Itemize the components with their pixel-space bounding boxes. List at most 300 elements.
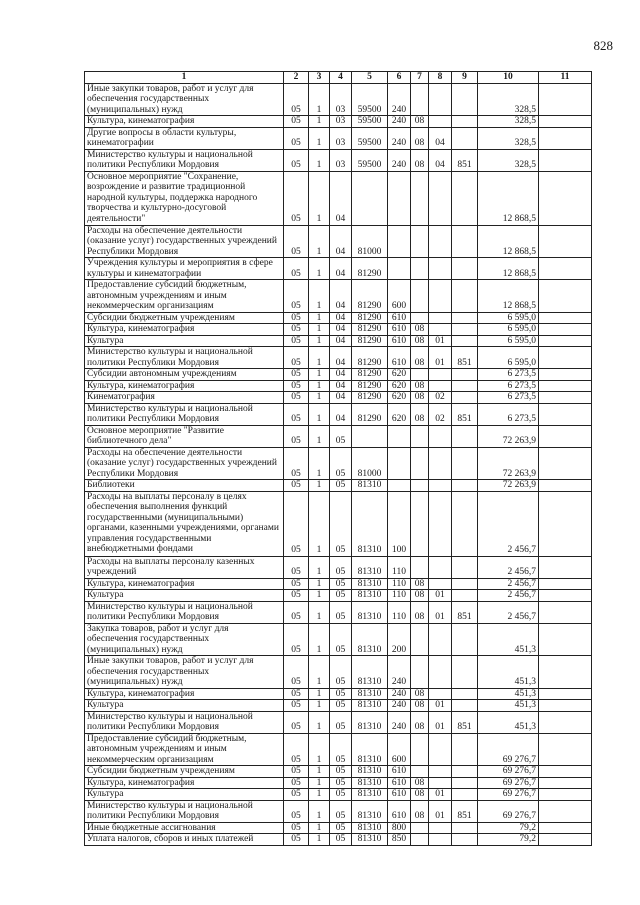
code-grbs-cell bbox=[452, 369, 478, 381]
code-rz-cell bbox=[411, 83, 429, 116]
code-gp-cell: 05 bbox=[284, 335, 309, 347]
row-name-cell: Предоставление субсидий бюджетным, автономным учреждениям и иным некоммерческим организациям bbox=[85, 733, 284, 766]
code-grbs-cell: 851 bbox=[452, 601, 478, 623]
code-rz-cell bbox=[411, 656, 429, 689]
code-rz-cell bbox=[411, 369, 429, 381]
code-dir-cell: 81310 bbox=[352, 578, 388, 590]
code-om-cell: 04 bbox=[330, 380, 352, 392]
code-grbs-cell bbox=[452, 822, 478, 834]
amount-cell: 72 263,9 bbox=[478, 480, 539, 492]
row-name-cell: Культура, кинематография bbox=[85, 578, 284, 590]
code-grbs-cell bbox=[452, 623, 478, 656]
code-rz-cell: 08 bbox=[411, 392, 429, 404]
amount-cell: 6 595,0 bbox=[478, 347, 539, 369]
code-vr-cell: 240 bbox=[388, 711, 411, 733]
row-name-cell: Культура bbox=[85, 789, 284, 801]
table-row bbox=[85, 556, 592, 578]
code-grbs-cell bbox=[452, 556, 478, 578]
code-pr-cell bbox=[429, 766, 452, 778]
code-rz-cell: 08 bbox=[411, 601, 429, 623]
code-pr-cell bbox=[429, 116, 452, 128]
table-row bbox=[85, 601, 592, 623]
code-om-cell: 05 bbox=[330, 556, 352, 578]
code-om-cell: 05 bbox=[330, 800, 352, 822]
code-vr-cell: 610 bbox=[388, 800, 411, 822]
code-gp-cell: 05 bbox=[284, 491, 309, 556]
code-grbs-cell bbox=[452, 127, 478, 149]
code-rz-cell bbox=[411, 225, 429, 258]
code-vr-cell: 620 bbox=[388, 392, 411, 404]
code-gp-cell: 05 bbox=[284, 777, 309, 789]
code-dir-cell: 81310 bbox=[352, 480, 388, 492]
column-header: 5 bbox=[352, 72, 388, 84]
code-gp-cell: 05 bbox=[284, 834, 309, 846]
code-pr-cell: 01 bbox=[429, 601, 452, 623]
code-grbs-cell bbox=[452, 688, 478, 700]
code-pp-cell: 1 bbox=[309, 491, 330, 556]
amount-2-cell bbox=[539, 392, 592, 404]
code-om-cell: 04 bbox=[330, 369, 352, 381]
code-om-cell: 05 bbox=[330, 425, 352, 447]
code-rz-cell: 08 bbox=[411, 324, 429, 336]
row-name-cell: Субсидии бюджетным учреждениям bbox=[85, 312, 284, 324]
code-grbs-cell bbox=[452, 766, 478, 778]
code-gp-cell: 05 bbox=[284, 601, 309, 623]
code-grbs-cell bbox=[452, 425, 478, 447]
code-rz-cell bbox=[411, 556, 429, 578]
table-row bbox=[85, 171, 592, 225]
code-rz-cell: 08 bbox=[411, 700, 429, 712]
amount-2-cell bbox=[539, 335, 592, 347]
row-name-cell: Предоставление субсидий бюджетным, автономным учреждениям и иным некоммерческим организациям bbox=[85, 280, 284, 313]
code-vr-cell: 610 bbox=[388, 335, 411, 347]
code-pp-cell: 1 bbox=[309, 127, 330, 149]
code-pr-cell bbox=[429, 480, 452, 492]
code-vr-cell: 110 bbox=[388, 556, 411, 578]
amount-cell: 328,5 bbox=[478, 116, 539, 128]
table-row bbox=[85, 822, 592, 834]
code-dir-cell: 81310 bbox=[352, 789, 388, 801]
amount-cell: 69 276,7 bbox=[478, 766, 539, 778]
code-dir-cell bbox=[352, 171, 388, 225]
row-name-cell: Культура bbox=[85, 590, 284, 602]
amount-2-cell bbox=[539, 601, 592, 623]
code-pp-cell: 1 bbox=[309, 392, 330, 404]
code-om-cell: 05 bbox=[330, 447, 352, 480]
amount-2-cell bbox=[539, 380, 592, 392]
code-vr-cell: 610 bbox=[388, 789, 411, 801]
code-pr-cell bbox=[429, 777, 452, 789]
code-om-cell: 05 bbox=[330, 480, 352, 492]
code-grbs-cell bbox=[452, 777, 478, 789]
code-pr-cell bbox=[429, 369, 452, 381]
code-pp-cell: 1 bbox=[309, 447, 330, 480]
code-dir-cell: 81290 bbox=[352, 369, 388, 381]
code-dir-cell: 81310 bbox=[352, 766, 388, 778]
code-rz-cell: 08 bbox=[411, 149, 429, 171]
code-om-cell: 03 bbox=[330, 83, 352, 116]
code-rz-cell: 08 bbox=[411, 347, 429, 369]
code-pr-cell: 01 bbox=[429, 347, 452, 369]
table-row bbox=[85, 777, 592, 789]
table-row bbox=[85, 83, 592, 116]
code-rz-cell bbox=[411, 280, 429, 313]
code-pr-cell bbox=[429, 688, 452, 700]
code-vr-cell: 240 bbox=[388, 116, 411, 128]
code-rz-cell bbox=[411, 834, 429, 846]
row-name-cell: Другие вопросы в области культуры, кинематографии bbox=[85, 127, 284, 149]
code-pr-cell bbox=[429, 258, 452, 280]
code-dir-cell: 81310 bbox=[352, 777, 388, 789]
amount-cell: 451,3 bbox=[478, 656, 539, 689]
amount-2-cell bbox=[539, 777, 592, 789]
code-vr-cell: 850 bbox=[388, 834, 411, 846]
amount-2-cell bbox=[539, 258, 592, 280]
code-gp-cell: 05 bbox=[284, 733, 309, 766]
code-grbs-cell: 851 bbox=[452, 347, 478, 369]
code-om-cell: 04 bbox=[330, 324, 352, 336]
code-gp-cell: 05 bbox=[284, 578, 309, 590]
code-pr-cell bbox=[429, 834, 452, 846]
code-pp-cell: 1 bbox=[309, 556, 330, 578]
code-vr-cell: 240 bbox=[388, 83, 411, 116]
code-pp-cell: 1 bbox=[309, 656, 330, 689]
amount-2-cell bbox=[539, 700, 592, 712]
table-row bbox=[85, 116, 592, 128]
amount-2-cell bbox=[539, 369, 592, 381]
code-gp-cell: 05 bbox=[284, 225, 309, 258]
code-om-cell: 03 bbox=[330, 149, 352, 171]
amount-2-cell bbox=[539, 347, 592, 369]
amount-cell: 2 456,7 bbox=[478, 578, 539, 590]
code-dir-cell: 81310 bbox=[352, 623, 388, 656]
amount-cell: 6 273,5 bbox=[478, 369, 539, 381]
amount-2-cell bbox=[539, 491, 592, 556]
column-header: 10 bbox=[478, 72, 539, 84]
amount-cell: 2 456,7 bbox=[478, 601, 539, 623]
code-pp-cell: 1 bbox=[309, 280, 330, 313]
code-dir-cell: 81000 bbox=[352, 447, 388, 480]
code-vr-cell: 620 bbox=[388, 380, 411, 392]
code-rz-cell: 08 bbox=[411, 789, 429, 801]
code-vr-cell: 800 bbox=[388, 822, 411, 834]
table-row bbox=[85, 711, 592, 733]
code-om-cell: 05 bbox=[330, 590, 352, 602]
code-om-cell: 05 bbox=[330, 766, 352, 778]
code-grbs-cell bbox=[452, 116, 478, 128]
code-gp-cell: 05 bbox=[284, 766, 309, 778]
code-vr-cell: 110 bbox=[388, 578, 411, 590]
amount-2-cell bbox=[539, 556, 592, 578]
code-om-cell: 05 bbox=[330, 711, 352, 733]
amount-cell: 79,2 bbox=[478, 834, 539, 846]
code-gp-cell: 05 bbox=[284, 447, 309, 480]
code-gp-cell: 05 bbox=[284, 789, 309, 801]
code-rz-cell bbox=[411, 491, 429, 556]
code-gp-cell: 05 bbox=[284, 324, 309, 336]
amount-cell: 12 868,5 bbox=[478, 171, 539, 225]
code-om-cell: 05 bbox=[330, 834, 352, 846]
code-pr-cell bbox=[429, 447, 452, 480]
table-row bbox=[85, 789, 592, 801]
code-dir-cell: 81310 bbox=[352, 688, 388, 700]
code-dir-cell: 81310 bbox=[352, 556, 388, 578]
amount-cell: 79,2 bbox=[478, 822, 539, 834]
row-name-cell: Министерство культуры и национальной политики Республики Мордовия bbox=[85, 149, 284, 171]
code-pp-cell: 1 bbox=[309, 149, 330, 171]
code-dir-cell: 81290 bbox=[352, 312, 388, 324]
code-dir-cell: 81310 bbox=[352, 733, 388, 766]
code-vr-cell: 200 bbox=[388, 623, 411, 656]
code-grbs-cell bbox=[452, 656, 478, 689]
amount-cell: 6 273,5 bbox=[478, 392, 539, 404]
code-gp-cell: 05 bbox=[284, 369, 309, 381]
table-row bbox=[85, 491, 592, 556]
code-pp-cell: 1 bbox=[309, 312, 330, 324]
code-vr-cell: 610 bbox=[388, 766, 411, 778]
amount-cell: 451,3 bbox=[478, 711, 539, 733]
row-name-cell: Культура, кинематография bbox=[85, 380, 284, 392]
amount-cell: 6 595,0 bbox=[478, 312, 539, 324]
amount-2-cell bbox=[539, 822, 592, 834]
table-row bbox=[85, 324, 592, 336]
row-name-cell: Учреждения культуры и мероприятия в сфере культуры и кинематографии bbox=[85, 258, 284, 280]
code-gp-cell: 05 bbox=[284, 700, 309, 712]
table-row bbox=[85, 425, 592, 447]
table-body bbox=[85, 83, 592, 845]
code-gp-cell: 05 bbox=[284, 258, 309, 280]
amount-2-cell bbox=[539, 623, 592, 656]
code-grbs-cell bbox=[452, 480, 478, 492]
code-om-cell: 05 bbox=[330, 623, 352, 656]
amount-cell: 72 263,9 bbox=[478, 425, 539, 447]
code-vr-cell: 600 bbox=[388, 280, 411, 313]
table-row bbox=[85, 127, 592, 149]
row-name-cell: Библиотеки bbox=[85, 480, 284, 492]
code-pp-cell: 1 bbox=[309, 369, 330, 381]
code-pp-cell: 1 bbox=[309, 700, 330, 712]
code-om-cell: 04 bbox=[330, 312, 352, 324]
amount-2-cell bbox=[539, 149, 592, 171]
code-pp-cell: 1 bbox=[309, 590, 330, 602]
code-pr-cell bbox=[429, 623, 452, 656]
code-pr-cell: 04 bbox=[429, 149, 452, 171]
table-header-row bbox=[85, 72, 592, 84]
code-om-cell: 04 bbox=[330, 403, 352, 425]
code-gp-cell: 05 bbox=[284, 312, 309, 324]
code-pp-cell: 1 bbox=[309, 347, 330, 369]
code-grbs-cell bbox=[452, 312, 478, 324]
table-row bbox=[85, 733, 592, 766]
code-pr-cell bbox=[429, 83, 452, 116]
code-pp-cell: 1 bbox=[309, 789, 330, 801]
code-grbs-cell: 851 bbox=[452, 711, 478, 733]
amount-cell: 2 456,7 bbox=[478, 590, 539, 602]
code-pp-cell: 1 bbox=[309, 711, 330, 733]
code-pr-cell: 01 bbox=[429, 711, 452, 733]
code-dir-cell: 81290 bbox=[352, 403, 388, 425]
code-vr-cell: 240 bbox=[388, 127, 411, 149]
amount-2-cell bbox=[539, 83, 592, 116]
row-name-cell: Культура, кинематография bbox=[85, 688, 284, 700]
code-pr-cell bbox=[429, 556, 452, 578]
amount-2-cell bbox=[539, 312, 592, 324]
amount-2-cell bbox=[539, 480, 592, 492]
code-pr-cell bbox=[429, 656, 452, 689]
table-row bbox=[85, 380, 592, 392]
code-vr-cell: 240 bbox=[388, 656, 411, 689]
code-pr-cell: 01 bbox=[429, 700, 452, 712]
code-rz-cell: 08 bbox=[411, 380, 429, 392]
table-row bbox=[85, 578, 592, 590]
budget-table bbox=[84, 71, 592, 846]
code-pp-cell: 1 bbox=[309, 601, 330, 623]
code-om-cell: 05 bbox=[330, 601, 352, 623]
amount-2-cell bbox=[539, 656, 592, 689]
code-grbs-cell bbox=[452, 324, 478, 336]
code-pp-cell: 1 bbox=[309, 578, 330, 590]
amount-cell: 6 273,5 bbox=[478, 380, 539, 392]
code-om-cell: 04 bbox=[330, 171, 352, 225]
code-rz-cell: 08 bbox=[411, 116, 429, 128]
code-vr-cell: 100 bbox=[388, 491, 411, 556]
code-gp-cell: 05 bbox=[284, 83, 309, 116]
code-vr-cell: 240 bbox=[388, 688, 411, 700]
code-gp-cell: 05 bbox=[284, 347, 309, 369]
amount-2-cell bbox=[539, 834, 592, 846]
code-gp-cell: 05 bbox=[284, 392, 309, 404]
code-rz-cell: 08 bbox=[411, 127, 429, 149]
table-row bbox=[85, 834, 592, 846]
code-vr-cell bbox=[388, 258, 411, 280]
code-vr-cell: 620 bbox=[388, 403, 411, 425]
code-rz-cell bbox=[411, 766, 429, 778]
code-pp-cell: 1 bbox=[309, 688, 330, 700]
column-header: 6 bbox=[388, 72, 411, 84]
code-om-cell: 05 bbox=[330, 733, 352, 766]
code-rz-cell bbox=[411, 171, 429, 225]
code-dir-cell: 81290 bbox=[352, 335, 388, 347]
amount-cell: 2 456,7 bbox=[478, 556, 539, 578]
code-pp-cell: 1 bbox=[309, 480, 330, 492]
amount-cell: 12 868,5 bbox=[478, 225, 539, 258]
amount-cell: 2 456,7 bbox=[478, 491, 539, 556]
amount-2-cell bbox=[539, 733, 592, 766]
code-gp-cell: 05 bbox=[284, 403, 309, 425]
row-name-cell: Расходы на выплаты персоналу казенных учреждений bbox=[85, 556, 284, 578]
table-row bbox=[85, 766, 592, 778]
table-row bbox=[85, 149, 592, 171]
code-gp-cell: 05 bbox=[284, 116, 309, 128]
table-row bbox=[85, 369, 592, 381]
table-row bbox=[85, 347, 592, 369]
code-pp-cell: 1 bbox=[309, 258, 330, 280]
amount-cell: 328,5 bbox=[478, 83, 539, 116]
amount-cell: 451,3 bbox=[478, 688, 539, 700]
code-pr-cell bbox=[429, 312, 452, 324]
row-name-cell: Иные закупки товаров, работ и услуг для обеспечения государственных (муниципальных) нужд bbox=[85, 83, 284, 116]
amount-cell: 69 276,7 bbox=[478, 733, 539, 766]
table-row bbox=[85, 590, 592, 602]
code-dir-cell: 81310 bbox=[352, 800, 388, 822]
code-om-cell: 04 bbox=[330, 225, 352, 258]
code-pr-cell: 04 bbox=[429, 127, 452, 149]
table-row bbox=[85, 335, 592, 347]
code-om-cell: 05 bbox=[330, 789, 352, 801]
code-grbs-cell: 851 bbox=[452, 800, 478, 822]
code-dir-cell: 81310 bbox=[352, 711, 388, 733]
amount-cell: 69 276,7 bbox=[478, 800, 539, 822]
code-vr-cell: 240 bbox=[388, 149, 411, 171]
table-row bbox=[85, 480, 592, 492]
code-gp-cell: 05 bbox=[284, 171, 309, 225]
code-pp-cell: 1 bbox=[309, 403, 330, 425]
row-name-cell: Субсидии бюджетным учреждениям bbox=[85, 766, 284, 778]
code-om-cell: 04 bbox=[330, 258, 352, 280]
row-name-cell: Расходы на выплаты персоналу в целях обеспечения выполнения функций государственными (муниципальными) органами, казенными учреждениями, органами управления государственными внебюджетными фондами bbox=[85, 491, 284, 556]
code-dir-cell: 81290 bbox=[352, 280, 388, 313]
amount-cell: 451,3 bbox=[478, 700, 539, 712]
code-pp-cell: 1 bbox=[309, 733, 330, 766]
code-vr-cell bbox=[388, 480, 411, 492]
code-pp-cell: 1 bbox=[309, 822, 330, 834]
page-number: 828 bbox=[593, 38, 613, 53]
column-header: 9 bbox=[452, 72, 478, 84]
code-dir-cell: 81310 bbox=[352, 834, 388, 846]
code-rz-cell: 08 bbox=[411, 403, 429, 425]
amount-cell: 72 263,9 bbox=[478, 447, 539, 480]
code-grbs-cell bbox=[452, 280, 478, 313]
amount-2-cell bbox=[539, 578, 592, 590]
code-om-cell: 05 bbox=[330, 777, 352, 789]
row-name-cell: Расходы на обеспечение деятельности (оказание услуг) государственных учреждений Республики Мордовия bbox=[85, 225, 284, 258]
code-pr-cell bbox=[429, 225, 452, 258]
code-pp-cell: 1 bbox=[309, 623, 330, 656]
amount-2-cell bbox=[539, 225, 592, 258]
code-pr-cell bbox=[429, 425, 452, 447]
code-grbs-cell bbox=[452, 834, 478, 846]
code-gp-cell: 05 bbox=[284, 127, 309, 149]
amount-2-cell bbox=[539, 789, 592, 801]
code-om-cell: 04 bbox=[330, 335, 352, 347]
code-gp-cell: 05 bbox=[284, 688, 309, 700]
code-gp-cell: 05 bbox=[284, 480, 309, 492]
code-pr-cell: 01 bbox=[429, 800, 452, 822]
table-row bbox=[85, 800, 592, 822]
code-dir-cell: 81310 bbox=[352, 822, 388, 834]
code-om-cell: 03 bbox=[330, 116, 352, 128]
code-vr-cell: 610 bbox=[388, 324, 411, 336]
table-row bbox=[85, 688, 592, 700]
code-gp-cell: 05 bbox=[284, 623, 309, 656]
code-grbs-cell bbox=[452, 380, 478, 392]
row-name-cell: Расходы на обеспечение деятельности (оказание услуг) государственных учреждений Республики Мордовия bbox=[85, 447, 284, 480]
code-gp-cell: 05 bbox=[284, 711, 309, 733]
amount-2-cell bbox=[539, 590, 592, 602]
row-name-cell: Субсидии автономным учреждениям bbox=[85, 369, 284, 381]
code-dir-cell: 81310 bbox=[352, 656, 388, 689]
code-rz-cell bbox=[411, 623, 429, 656]
code-gp-cell: 05 bbox=[284, 656, 309, 689]
code-pp-cell: 1 bbox=[309, 766, 330, 778]
amount-2-cell bbox=[539, 171, 592, 225]
code-pr-cell bbox=[429, 280, 452, 313]
amount-2-cell bbox=[539, 116, 592, 128]
code-pp-cell: 1 bbox=[309, 800, 330, 822]
amount-cell: 12 868,5 bbox=[478, 258, 539, 280]
code-rz-cell: 08 bbox=[411, 590, 429, 602]
code-pp-cell: 1 bbox=[309, 116, 330, 128]
